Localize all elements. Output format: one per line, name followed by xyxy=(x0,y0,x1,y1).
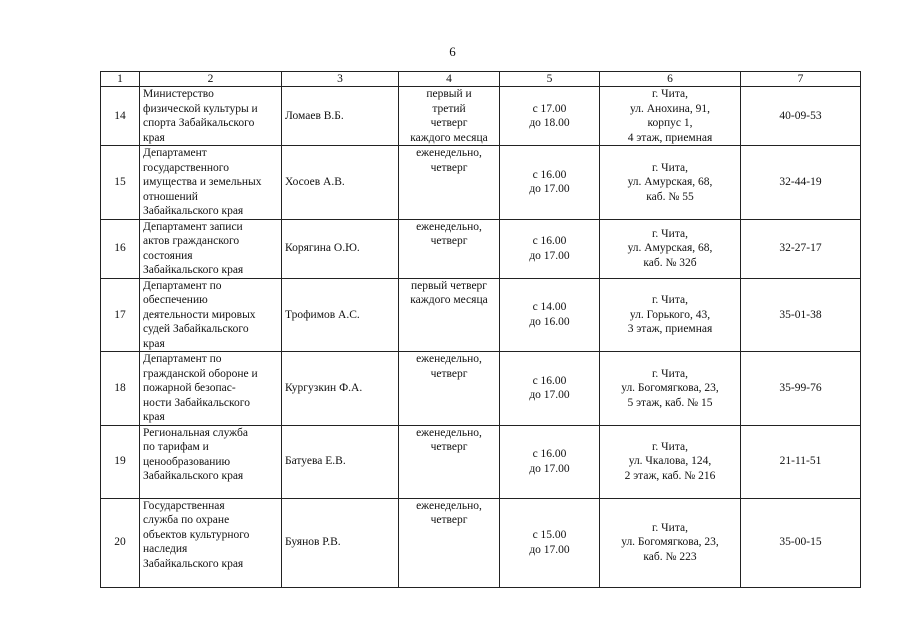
address-line: ул. Амурская, 68, xyxy=(627,242,713,255)
organization-line: края xyxy=(143,411,165,423)
reception-schedule-table xyxy=(100,71,861,588)
organization-line: пожарной безопас- xyxy=(143,382,236,394)
column-header-6: 6 xyxy=(600,72,741,87)
organization-line: по тарифам и xyxy=(143,441,209,453)
organization-line: государственного xyxy=(143,161,229,174)
organization-line: имущества и земельных xyxy=(143,176,262,188)
phone-cell: 35-00-15 xyxy=(741,498,861,587)
organization-cell xyxy=(140,352,282,426)
organization-line: края xyxy=(143,337,165,350)
address-line: ул. Анохина, 91, xyxy=(630,102,710,115)
organization-line: состояния xyxy=(143,249,193,262)
organization-line: Департамент по xyxy=(143,353,222,365)
reception-days-line: четверг xyxy=(430,441,468,453)
reception-time-line: до 17.00 xyxy=(529,389,570,402)
reception-days-cell xyxy=(399,278,500,352)
table-row xyxy=(101,498,861,587)
organization-cell xyxy=(140,278,282,352)
reception-time-line: до 17.00 xyxy=(529,543,570,556)
row-number-cell: 20 xyxy=(101,498,140,587)
row-number-cell: 14 xyxy=(101,87,140,146)
table-row xyxy=(101,352,861,426)
address-line: г. Чита, xyxy=(652,88,688,100)
organization-line: Забайкальского края xyxy=(143,264,244,276)
reception-time-line: до 17.00 xyxy=(529,183,570,196)
address-line: г. Чита, xyxy=(652,227,688,240)
reception-days-line: еженедельно, xyxy=(416,426,482,439)
reception-days-cell xyxy=(399,219,500,278)
reception-days-cell xyxy=(399,146,500,220)
page-number: 6 xyxy=(449,44,456,59)
address-line: 2 этаж, каб. № 216 xyxy=(624,469,716,482)
reception-time-cell xyxy=(500,425,600,498)
organization-line: ности Забайкальского xyxy=(143,396,250,409)
address-cell xyxy=(600,219,741,278)
address-line: г. Чита, xyxy=(652,294,688,306)
address-line: г. Чита, xyxy=(652,440,688,453)
reception-days-line: еженедельно, xyxy=(416,499,482,512)
reception-time-line: с 16.00 xyxy=(532,448,567,460)
organization-line: Забайкальского края xyxy=(143,557,244,570)
organization-line: Забайкальского края xyxy=(143,470,244,482)
reception-time-line: с 15.00 xyxy=(532,529,567,541)
column-header-7: 7 xyxy=(741,72,861,87)
reception-time-line: до 17.00 xyxy=(529,462,570,475)
address-line: ул. Чкалова, 124, xyxy=(628,455,712,468)
table-body xyxy=(101,87,861,588)
organization-line: деятельности мировых xyxy=(143,308,256,321)
reception-days-line: еженедельно, xyxy=(416,353,482,365)
reception-time-cell xyxy=(500,87,600,146)
address-cell xyxy=(600,425,741,498)
organization-line: наследия xyxy=(143,543,188,555)
organization-line: отношений xyxy=(143,190,198,203)
header-row xyxy=(101,72,861,87)
phone-cell: 32-27-17 xyxy=(741,219,861,278)
address-line: ул. Амурская, 68, xyxy=(627,176,713,188)
table-row xyxy=(101,87,861,146)
address-line: 5 этаж, каб. № 15 xyxy=(627,396,713,409)
reception-time-cell xyxy=(500,498,600,587)
table-row xyxy=(101,146,861,220)
reception-days-line: первый четверг xyxy=(410,279,488,292)
address-line: ул. Богомягкова, 23, xyxy=(621,536,719,549)
organization-line: края xyxy=(143,131,165,144)
address-line: г. Чита, xyxy=(652,521,688,534)
address-line: каб. № 223 xyxy=(643,550,697,563)
reception-days-line: четверг xyxy=(430,235,468,247)
reception-days-line: первый и xyxy=(426,88,472,100)
reception-time-line: до 18.00 xyxy=(529,117,570,129)
phone-cell: 40-09-53 xyxy=(741,87,861,146)
address-line: 3 этаж, приемная xyxy=(627,323,713,335)
table-row xyxy=(101,219,861,278)
reception-time-line: до 17.00 xyxy=(529,249,570,262)
official-name-cell: Ломаев В.Б. xyxy=(282,87,399,146)
organization-cell xyxy=(140,146,282,220)
reception-days-cell xyxy=(399,498,500,587)
organization-line: спорта Забайкальского xyxy=(143,117,255,129)
reception-days-line: третий xyxy=(432,102,466,115)
row-number-cell: 18 xyxy=(101,352,140,426)
address-cell xyxy=(600,146,741,220)
reception-time-cell xyxy=(500,352,600,426)
column-header-1: 1 xyxy=(101,72,140,87)
address-line: каб. № 32б xyxy=(643,256,697,269)
reception-days-cell xyxy=(399,87,500,146)
reception-days-cell xyxy=(399,352,500,426)
reception-time-cell xyxy=(500,219,600,278)
organization-line: судей Забайкальского xyxy=(143,323,249,335)
organization-line: гражданской обороне и xyxy=(143,367,258,380)
reception-days-cell xyxy=(399,425,500,498)
address-line: 4 этаж, приемная xyxy=(627,131,713,144)
reception-time-cell xyxy=(500,278,600,352)
reception-days-line: четверг xyxy=(430,117,468,129)
official-name-cell: Хосоев А.В. xyxy=(282,146,399,220)
reception-time-line: с 16.00 xyxy=(532,168,567,181)
organization-line: Департамент записи xyxy=(143,220,243,233)
organization-cell xyxy=(140,219,282,278)
column-header-2: 2 xyxy=(140,72,282,87)
organization-line: Региональная служба xyxy=(143,426,248,439)
reception-days-line: каждого месяца xyxy=(410,131,488,144)
organization-line: служба по охране xyxy=(143,514,230,526)
organization-cell xyxy=(140,87,282,146)
row-number-cell: 16 xyxy=(101,219,140,278)
column-header-3: 3 xyxy=(282,72,399,87)
phone-cell: 21-11-51 xyxy=(741,425,861,498)
official-name-cell: Трофимов А.С. xyxy=(282,278,399,352)
official-name-cell: Корягина О.Ю. xyxy=(282,219,399,278)
organization-cell xyxy=(140,425,282,498)
organization-cell xyxy=(140,498,282,587)
row-number-cell: 17 xyxy=(101,278,140,352)
reception-time-line: до 16.00 xyxy=(529,315,570,328)
reception-days-line: четверг xyxy=(430,367,468,380)
official-name-cell: Кургузкин Ф.А. xyxy=(282,352,399,426)
address-cell xyxy=(600,498,741,587)
official-name-cell: Буянов Р.В. xyxy=(282,498,399,587)
address-line: г. Чита, xyxy=(652,367,688,380)
phone-cell: 32-44-19 xyxy=(741,146,861,220)
organization-line: Министерство xyxy=(143,88,214,100)
address-line: ул. Богомягкова, 23, xyxy=(621,382,719,394)
reception-time-cell xyxy=(500,146,600,220)
organization-line: Забайкальского края xyxy=(143,205,244,217)
table-row xyxy=(101,278,861,352)
organization-line: ценообразованию xyxy=(143,455,231,468)
table-row xyxy=(101,425,861,498)
organization-line: Государственная xyxy=(143,499,225,512)
reception-time-line: с 16.00 xyxy=(532,235,567,247)
organization-line: Департамент по xyxy=(143,279,222,292)
reception-days-line: еженедельно, xyxy=(416,220,482,233)
phone-cell: 35-99-76 xyxy=(741,352,861,426)
reception-time-line: с 16.00 xyxy=(532,374,567,387)
organization-line: Департамент xyxy=(143,147,207,159)
address-cell xyxy=(600,352,741,426)
address-cell xyxy=(600,87,741,146)
column-header-4: 4 xyxy=(399,72,500,87)
reception-days-line: каждого месяца xyxy=(410,294,488,306)
column-header-5: 5 xyxy=(500,72,600,87)
address-cell xyxy=(600,278,741,352)
address-line: каб. № 55 xyxy=(646,190,694,203)
organization-line: обеспечению xyxy=(143,294,208,306)
phone-cell: 35-01-38 xyxy=(741,278,861,352)
organization-line: физической культуры и xyxy=(143,102,258,115)
reception-days-line: еженедельно, xyxy=(416,147,482,159)
row-number-cell: 15 xyxy=(101,146,140,220)
reception-days-line: четверг xyxy=(430,514,468,526)
reception-time-line: с 17.00 xyxy=(532,102,567,115)
organization-line: актов гражданского xyxy=(143,235,240,247)
address-line: г. Чита, xyxy=(652,161,688,174)
reception-days-line: четверг xyxy=(430,161,468,174)
row-number-cell: 19 xyxy=(101,425,140,498)
reception-time-line: с 14.00 xyxy=(532,301,567,314)
address-line: ул. Горького, 43, xyxy=(629,308,711,321)
official-name-cell: Батуева Е.В. xyxy=(282,425,399,498)
organization-line: объектов культурного xyxy=(143,528,250,541)
address-line: корпус 1, xyxy=(647,117,693,129)
